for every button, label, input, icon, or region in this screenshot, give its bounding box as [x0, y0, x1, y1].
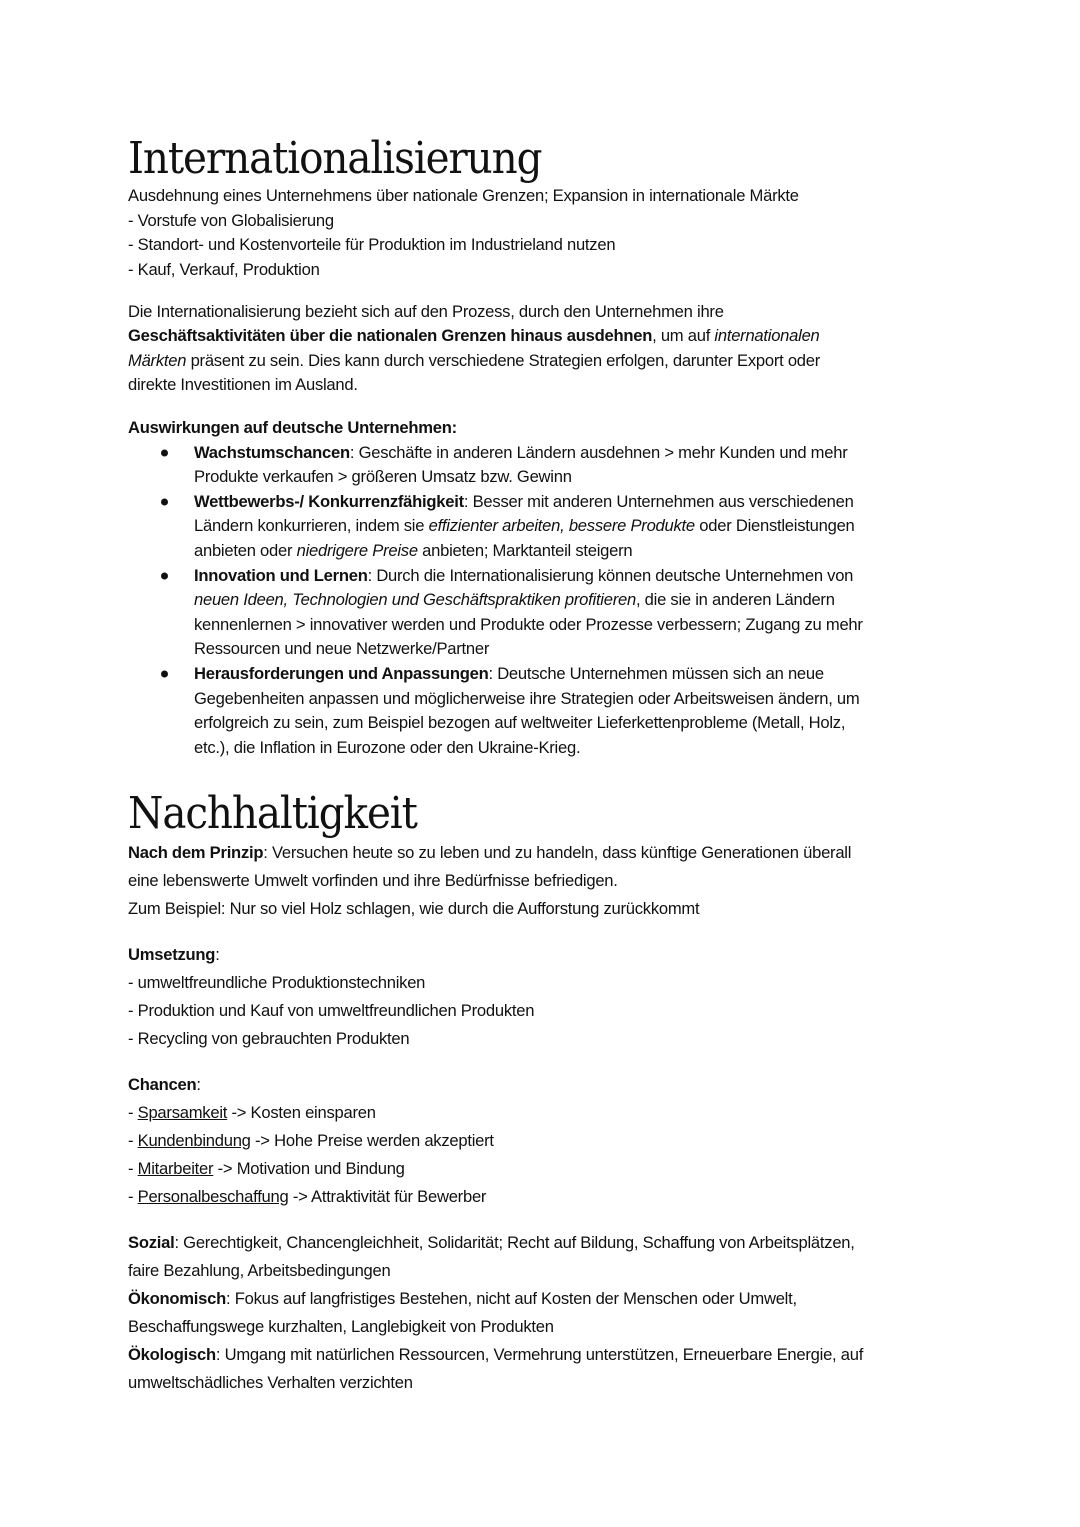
- text-line: [128, 233, 799, 258]
- bold-text: Wettbewerbs-/ Konkurrenzfähigkeit: [194, 491, 464, 511]
- italic-text: internationalen: [714, 326, 820, 346]
- text-segment: -> Kosten einsparen: [227, 1103, 376, 1122]
- bullet-item-line: [128, 662, 863, 687]
- text-line: [128, 1285, 863, 1313]
- text-line: [128, 1341, 863, 1369]
- text-segment: - Recycling von gebrauchten Produkten: [128, 1029, 410, 1048]
- text-segment: eine lebenswerte Umwelt vorfinden und ihre Bedürfnisse befriedigen.: [128, 870, 618, 890]
- bullet-icon: [161, 499, 168, 506]
- text-line: [128, 711, 863, 736]
- text-segment: : Versuchen heute so zu leben und zu handeln, dass künftige Generationen überall: [263, 843, 852, 862]
- text-segment: kennenlernen > innovativer werden und Produkte oder Prozesse verbessern; Zugang zu mehr: [194, 614, 863, 634]
- text-segment: Ausdehnung eines Unternehmens über nationale Grenzen; Expansion in internationale Märkte: [128, 186, 799, 205]
- text-segment: :: [215, 945, 220, 964]
- text-segment: -: [128, 1131, 138, 1150]
- text-line: [128, 1155, 494, 1183]
- text-segment: präsent zu sein. Dies kann durch verschiedene Strategien erfolgen, darunter Export oder: [186, 350, 821, 370]
- text-segment: , um auf: [652, 326, 715, 346]
- text-line: [128, 839, 851, 867]
- text-segment: erfolgreich zu sein, zum Beispiel bezogen auf weltweiter Lieferkettenprobleme (Metall, Holz,: [194, 713, 846, 733]
- underlined-text: Mitarbeiter: [137, 1159, 214, 1178]
- text-line: [128, 373, 820, 397]
- text-segment: - Kauf, Verkauf, Produktion: [128, 259, 320, 279]
- underlined-text: Kundenbindung: [137, 1131, 251, 1150]
- bold-text: Sozial: [128, 1233, 175, 1252]
- heading-nachhaltigkeit: Nachhaltigkeit: [128, 788, 417, 839]
- text-segment: - Vorstufe von Globalisierung: [128, 210, 334, 230]
- text-line: [128, 258, 799, 283]
- text-segment: -: [128, 1187, 138, 1206]
- text-line: [128, 349, 820, 373]
- text-line: [128, 637, 863, 662]
- text-segment: -> Hohe Preise werden akzeptiert: [250, 1131, 494, 1150]
- text-segment: - Standort- und Kostenvorteile für Produktion im Industrieland nutzen: [128, 235, 616, 254]
- text-segment: - umweltfreundliche Produktionstechniken: [128, 973, 426, 992]
- text-segment: : Besser mit anderen Unternehmen aus verschiedenen: [463, 491, 854, 511]
- text-segment: faire Bezahlung, Arbeitsbedingungen: [128, 1261, 391, 1280]
- text-segment: Ländern konkurrieren, indem sie: [194, 516, 429, 536]
- text-line: [128, 514, 863, 539]
- text-line: [128, 1369, 863, 1397]
- underlined-text: Personalbeschaffung: [137, 1187, 289, 1206]
- text-line: [128, 613, 863, 638]
- text-segment: Die Internationalisierung bezieht sich auf den Prozess, durch den Unternehmen ihre: [128, 302, 724, 321]
- text-line: [128, 300, 820, 324]
- text-segment: Produkte verkaufen > größeren Umsatz bzw. Gewinn: [194, 467, 572, 487]
- text-line: [128, 736, 863, 761]
- bold-text: Ökologisch: [128, 1345, 216, 1364]
- text-segment: -: [128, 1159, 138, 1178]
- text-segment: anbieten; Marktanteil steigern: [417, 540, 633, 560]
- text-line: [128, 209, 799, 234]
- text-line: [128, 184, 799, 209]
- text-line: [128, 1099, 494, 1127]
- text-segment: -> Motivation und Bindung: [213, 1159, 405, 1178]
- bullet-item-line: [128, 490, 863, 515]
- bullet-item-line: [128, 441, 863, 466]
- heading-internationalisierung: Internationalisierung: [128, 133, 542, 184]
- bold-text: Ökonomisch: [128, 1289, 227, 1308]
- prinzip-paragraph: [128, 839, 851, 922]
- text-line: [128, 895, 851, 923]
- text-line: [128, 1183, 494, 1211]
- text-segment: : Gerechtigkeit, Chancengleichheit, Solidarität; Recht auf Bildung, Schaffung von Arbeitsplätzen,: [174, 1233, 855, 1252]
- text-segment: : Umgang mit natürlichen Ressourcen, Vermehrung unterstützen, Erneuerbare Energie, auf: [215, 1345, 864, 1364]
- text-line: [128, 1257, 863, 1285]
- text-segment: direkte Investitionen im Ausland.: [128, 374, 358, 394]
- bullet-icon: [161, 449, 168, 456]
- bold-text: Chancen: [128, 1075, 197, 1094]
- italic-text: Märkten: [128, 350, 187, 370]
- text-segment: Gegebenheiten anpassen und möglicherweise ihre Strategien oder Arbeitsweisen ändern, um: [194, 688, 860, 708]
- text-segment: oder Dienstleistungen: [694, 516, 855, 536]
- text-line: [128, 324, 820, 348]
- text-segment: :: [196, 1075, 201, 1094]
- auswirkungen-list: [128, 416, 863, 760]
- text-line: [128, 1229, 863, 1257]
- text-segment: : Durch die Internationalisierung können deutsche Unternehmen von: [367, 565, 854, 585]
- text-line: [128, 465, 863, 490]
- text-line: [128, 416, 863, 441]
- bold-text: Auswirkungen auf deutsche Unternehmen:: [128, 418, 457, 437]
- definition-paragraph: [128, 300, 820, 397]
- text-line: [128, 1025, 534, 1053]
- text-segment: Beschaffungswege kurzhalten, Langlebigkeit von Produkten: [128, 1317, 554, 1336]
- text-line: [128, 1313, 863, 1341]
- text-segment: -> Attraktivität für Bewerber: [288, 1187, 487, 1206]
- text-line: [128, 687, 863, 712]
- text-line: [128, 539, 863, 564]
- text-segment: - Produktion und Kauf von umweltfreundlichen Produkten: [128, 1001, 535, 1020]
- umsetzung-list: [128, 941, 534, 1053]
- bullet-icon: [161, 572, 168, 579]
- text-segment: , die sie in anderen Ländern: [635, 590, 835, 610]
- bold-text: Wachstumschancen: [194, 442, 350, 462]
- underlined-text: Sparsamkeit: [137, 1103, 228, 1122]
- intro-list: [128, 184, 799, 282]
- bold-text: Nach dem Prinzip: [128, 843, 264, 862]
- text-segment: anbieten oder: [194, 540, 297, 560]
- text-segment: Ressourcen und neue Netzwerke/Partner: [194, 639, 490, 659]
- chancen-list: [128, 1071, 494, 1211]
- text-line: [128, 941, 534, 969]
- text-line: [128, 997, 534, 1025]
- text-segment: -: [128, 1103, 138, 1122]
- bold-text: Innovation und Lernen: [194, 565, 368, 585]
- text-segment: : Deutsche Unternehmen müssen sich an neue: [488, 663, 824, 683]
- italic-text: niedrigere Preise: [296, 540, 418, 560]
- italic-text: neuen Ideen, Technologien und Geschäftspraktiken profitieren: [194, 590, 636, 610]
- text-line: [128, 588, 863, 613]
- italic-text: effizienter arbeiten, bessere Produkte: [428, 516, 695, 536]
- text-line: [128, 969, 534, 997]
- bullet-icon: [161, 671, 168, 678]
- text-line: [128, 867, 851, 895]
- bold-text: Umsetzung: [128, 945, 216, 964]
- text-segment: etc.), die Inflation in Eurozone oder den Ukraine-Krieg.: [194, 737, 581, 757]
- text-line: [128, 1127, 494, 1155]
- dimensions-paragraph: [128, 1229, 863, 1397]
- bold-text: Herausforderungen und Anpassungen: [194, 663, 489, 683]
- text-segment: Zum Beispiel: Nur so viel Holz schlagen, wie durch die Aufforstung zurückkommt: [128, 898, 700, 918]
- text-segment: : Fokus auf langfristiges Bestehen, nicht auf Kosten der Menschen oder Umwelt,: [226, 1289, 797, 1308]
- bullet-item-line: [128, 564, 863, 589]
- text-segment: umweltschädliches Verhalten verzichten: [128, 1373, 413, 1392]
- text-segment: : Geschäfte in anderen Ländern ausdehnen > mehr Kunden und mehr: [349, 442, 848, 462]
- text-line: [128, 1071, 494, 1099]
- bold-text: Geschäftsaktivitäten über die nationalen Grenzen hinaus ausdehnen: [128, 326, 653, 346]
